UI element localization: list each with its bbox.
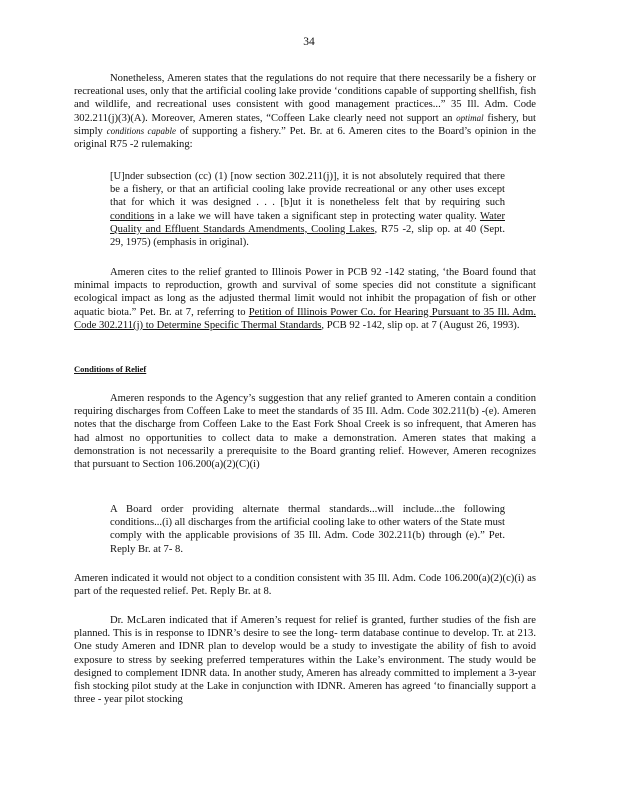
paragraph-agency-suggestion: Ameren responds to the Agency’s suggestion that any relief granted to Ameren contain a condition requiring discharges from Coffeen Lake to meet the standards of 35 Ill. Adm. Code 302.211(b) -(e). Ameren notes that the discharge from Coffeen Lake to the East Fork Shoal Creek is so infrequent, that Ameren has had almost no opportunities to collect data to make a demonstration. Ameren states that making a demonstration is not necessarily a prerequisite to the Board granting relief. However, Ameren recognizes that pursuant to Section 106.200(a)(2)(C)(i) [74,393,536,471]
section-heading: Conditions of Relief [74,364,147,374]
paragraph-illinois-power [74,266,536,332]
paragraph-ameren-regulations [74,72,536,151]
paragraph-text: Nonetheless, Ameren states that the regulations do not require that there necessarily be a fishery or recreational uses, only that the artificial cooling lake provide ‘conditions capable of supporting shellfish, fish and wildlife, and recreational uses consistent with good management practices...” 35 Ill. Adm. Code 302.211(j)(3)(A). Moreover, Ameren states, “Coffeen Lake clearly need not support an [74,73,536,124]
block-quote-board-order: A Board order providing alternate thermal standards...will include...the following conditions...(i) all discharges from the artificial cooling lake to other waters of the State must comply with the applicable provisions of 35 Ill. Adm. Code 302.211(b) through (e).” Pet. Reply Br. at 7- 8. [110,504,505,555]
quote-text: in a lake we will have taken a significant step in protecting water quality. [154,210,480,222]
paragraph-further-studies: Dr. McLaren indicated that if Ameren’s request for relief is granted, further studies of the fish are planned. This is in response to IDNR’s desire to see the long- term database continue to develop. Tr. at 213. One study Ameren and IDNR plan to develop would be a study to investigate the ability of fish to avoid exposure to stress by seeking preferred temperatures within the Lake’s environment. The study would be designed to complement IDNR data. In another study, Ameren has already committed to implement a 3-year fish stocking pilot study at the Lake in conjunction with IDNR. Ameren has agreed ‘to financially support a three - year pilot stocking [74,615,536,706]
citation-title: Water Quality and Effluent Standards Amendments, Cooling Lakes [110,210,505,235]
paragraph-no-objection: Ameren indicated it would not object to a condition consistent with 35 Ill. Adm. Code 106.200(a)(2)(c)(i) as part of the requested relief. Pet. Reply Br. at 8. [74,573,536,598]
emphasis-conditions: conditions [110,210,155,222]
page-number: 34 [303,36,315,48]
emphasis-conditions-capable: conditions capable [106,125,176,136]
emphasis-optimal: optimal [456,112,484,123]
quote-text: , R75 -2, slip op. at 40 (Sept. 29, 1975) (emphasis in original). [110,223,506,249]
paragraph-text: fishery, but simply [74,112,536,137]
block-quote-r75 [110,170,505,249]
paragraph-text: of supporting a fishery.” Pet. Br. at 6. Ameren cites to the Board’s opinion in the original R75 -2 rulemaking: [74,125,536,151]
paragraph-text: Ameren cites to the relief granted to Illinois Power in PCB 92 -142 stating, ‘the Board found that minimal impacts to reproduction, growth and survival of some species did not constitute a significant ecological impact as long as the adjusted thermal limit would not inhibit the propagation of fish or other aquatic biota.” Pet. Br. at 7, referring to [74,267,536,318]
citation-title: Petition of Illinois Power Co. for Hearing Pursuant to 35 Ill. Adm. Code 302.211(j) to Determine Specific Thermal Standards [74,306,536,331]
quote-text: [U]nder subsection (cc) (1) [now section 302.211(j)], it is not absolutely required that there be a fishery, or that an artificial cooling lake provide recreational or any other uses except that for which it was designed . . . [b]ut it is nonetheless felt that by requiring such [110,171,505,209]
paragraph-text: , PCB 92 -142, slip op. at 7 (August 26, 1993). [321,319,520,331]
